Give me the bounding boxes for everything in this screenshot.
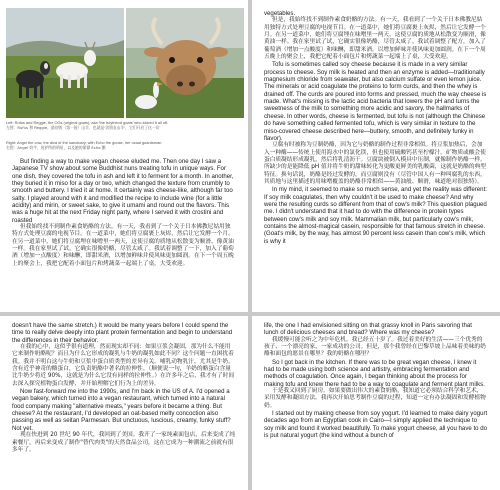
paragraph-zh: 现在快进到 20 世纪 90 年代，我回到了美国。我开了一家纯素面包店，后来变成了纯素餐厅，再后来变成了制作"替代肉类"的天然食品公司，这在它成为一种潮流之前就有很多年了。 xyxy=(12,432,236,453)
goats-photo xyxy=(6,8,124,118)
page-3-body xyxy=(0,322,248,454)
paragraph-zh: 于是我又回到了厨房。如果要做出伟大的素食奶酪，我知道它必须结合科学和艺术，采用发酵和凝固方法。我再次开始思考制作豆腐的过程，知道一定有办法凝固和发酵植物奶。 xyxy=(264,388,486,409)
page-1-body xyxy=(0,158,248,268)
caption-right xyxy=(6,140,242,150)
paragraph-en: life, the one I had envisioned sitting on that grassy knoll in Paris savoring that lunch of delicious cheeses and bread? Where was my cheese? xyxy=(264,322,472,337)
page-1 xyxy=(0,0,248,312)
caption-right-en: Right: Angel the cow, the diva of the sanctuary, with Echo the goose, her usual guardsman xyxy=(6,140,162,145)
paragraph-en: In my mind, it seemed to make so much sense, and yet the reality was different: If soy milk coagulates, then why couldn't it be used to make cheese? And why were the resulting curds so different from that of cow's milk? This question plagued me. I didn't understand that it had to do with the difference in protein types between cow's milk and soy milk. Mammalian milk, but particularly cow's milk, contains the almost-magical casein, responsible for that famous stretch in cheese. (Goat's milk, by the way, has almost 90 percent less casein than cow's milk, which is why it xyxy=(264,186,487,245)
page-2-body xyxy=(252,10,500,245)
paragraph-en: Tofu is sometimes called soy cheese because it is made in a very similar process to cheese. Soy milk is heated and then an enzyme is added—traditionally magnesium chloride from seawater, but also calcium sulfate or even lemon juice. The minerals or acid coagulate the proteins to form curds, and then the whey is drained off. The curds are poured into forms and pressed, much the way cheese is made. What's missing is the lactic acid bacteria that lowers the pH and turns the sweetness of the milk to something more acidic and savory, the hallmarks of cheese. In other words, cheese is fermented, but tofu is not (although the Chinese do have something called fermented tofu, which is very similar in texture to the miso-covered cheese described here—buttery, smooth, and definitely funky in flavor). xyxy=(264,61,487,142)
paragraph-en: I started out by making cheese from soy yogurt. I'd learned to make dairy yogurt decades ago from an Egyptian cook in Cairo—I simply applied the technique to soy milk and found it worked beautifully. To make yogurt cheese, all you have to do is put natural yogurt (the kind without a bunch of xyxy=(264,410,488,440)
page-2 xyxy=(252,0,500,312)
paragraph-en: So I got back in the kitchen. If there was to be great vegan cheese, I knew it had to be made using both science and artistry, embracing fermentation and methods of coagulation. Once again, I began thinking about the process for making tofu and knew there had to be a way to coagulate and ferment plant milks. xyxy=(264,358,485,388)
paragraph-en: But finding a way to make vegan cheese eluded me. Then one day I saw a Japanese TV show about some Buddhist nuns treating tofu in unique ways. For one dish, they covered the tofu in ash and left it to ferment for a month. In another, they buried it in miso for a day or two, which changed the texture from crumbly to smooth and buttery. I tried it at home. It certainly was cheese-like, although far too salty. I played around with it and modified the recipe to include wine (for a little acidity) and mirin, or sweet sake, to give it umami and round out the flavors. This was a huge hit at the next Friday night party, where I served it with crostini and roasted xyxy=(12,158,234,224)
cow-photo xyxy=(126,8,244,118)
paragraph-en: vegetables. xyxy=(264,10,296,17)
page-4-body xyxy=(252,322,500,440)
paragraph-zh: 我缓慢可能会听之为中年危机。我已经五十岁了。我过着美好的生活——三个优秀的孩子、一个漂亮的家、一家成功的公司。但是，那个我曾经在巴黎草坡上品味着美味的奶酪和面包的愿景在哪里？我的奶酪在哪里？ xyxy=(264,336,486,358)
caption-left xyxy=(6,120,242,130)
caption-left-en: Left: Rufus and Reggie, the OGs (original goats), aka 'the boyfriend goats' who kicked it all off. xyxy=(6,120,169,125)
paragraph-en: doesn't have the same stretch.) It would be many years before I could spend the time to really delve deeply into plant protein fermentation and begin to understand the differences in their behavior. xyxy=(12,322,233,344)
paragraph-zh: 但是，我始终找不到制作素食奶酪的方法。有一天，我看到了一个关于日本佛教尼姑用独特方式处理豆腐的电视节目。在一道菜中，她们将豆腐裹上灰烬，然后让它发酵一个月。在另一道菜中，她们将豆腐埋在味噌里一两天，这使豆腐的质地从松散变为顺滑，像黄油一样。我在家里试了试，它确实很像奶酪，尽管太咸了。我试着调整了配方，加入了葡萄酒（增加一点酸度）和味醂，即甜米酒，以增加鲜味并使风味更加圆润。在下一个周五晚上的聚会上，我把它配着小面包片和烤蔬菜一起端上了桌，大受欢迎。 xyxy=(264,17,486,61)
caption-right-zh: 右图：Angel 奶牛，庇护所的明星，以及她的保镖 Echo 鹅 xyxy=(6,145,106,150)
paragraph-en: Now fast-forward me into the 1990s, and I'm back in the US of A. I'd opened a vegan bakery, which turned into a vegan restaurant, which turned into a natural food company making "alternative meats," years before it became a thing. But cheese? At the restaurant, I'd developed an oat-based melty concoction also passing as well as seitan Parmesan. But unctuous, luscious, creamy, funky stuff? Not yet. xyxy=(12,388,231,432)
paragraph-zh: 但我始终找不到制作素食奶酪的方法。有一天，我看到了一个关于日本佛教尼姑用独特方式处理豆腐的电视节目。在一道菜中，她们将豆腐裹上灰烬，然后让它发酵一个月。在另一道菜中，她们将豆腐埋在味噌里一两天，这使豆腐的质地从松散变为顺滑、像黄油一样。我在家里试了试。它确实很像奶酪，尽管太咸了。我试着调整了一下，加入了葡萄酒（增加一点酸度）和味醂，即甜米酒，以增加鲜味并使风味更加圆润。在下一个周五晚上的聚会上，我把它配着小面包片和烤蔬菜一起端上了桌，大受欢迎。 xyxy=(12,224,234,267)
caption-left-zh: 左图：Rufus 和 Reggie，最初的（第一批）山羊，也就是'男朋友山羊'，它们开启了这一切 xyxy=(6,125,160,130)
paragraph-zh: 豆腐有时被称为豆制奶酪，因为它与奶酪的制作过程非常相似。将豆浆加热后，会加入一种酶——传统上使用海水中的氯化镁，但也使用硫酸钙甚至柠檬汁。矿物质或酸会使蛋白质凝结形成凝乳，然后将乳清沥干。豆腐块被倒入模具中压制，就像制作奶酪一样。所缺少的是能降低 pH 值并将牛奶的甜味转化为更酸更鲜美的乳酸菌，这就是奶酪的典型特征。换句话说，奶酪是经过发酵的，而豆腐则没有（尽管中国人有一种叫腐乳的东西，其质地与这里描述的用味噌覆盖的奶酪非常相似——黄油般、顺滑，味道绝对很独特）。 xyxy=(264,142,486,185)
page-3 xyxy=(0,316,248,490)
page-4 xyxy=(252,316,500,490)
paragraph-zh: 在我的心中，这似乎很有道理，然而现实却不同：如果豆浆会凝固，那为什么不能用它来制作奶酪呢？而且为什么它形成的凝乳与牛奶的凝乳如此不同？这个问题一直困扰着我。我并不明白这与牛奶和豆浆中蛋白质类型的差异有关。哺乳动物乳汁，尤其是牛奶，含有近乎神奇的酪蛋白，它负责奶酪中著名的拉伸性。（顺便说一句，羊奶的酪蛋白含量比牛奶少将近 90%，这就是为什么它没有同样的拉伸性。）在许多年之后，我才有了时间去深入探究植物蛋白发酵，并开始理解它们行为上的差异。 xyxy=(12,344,235,387)
